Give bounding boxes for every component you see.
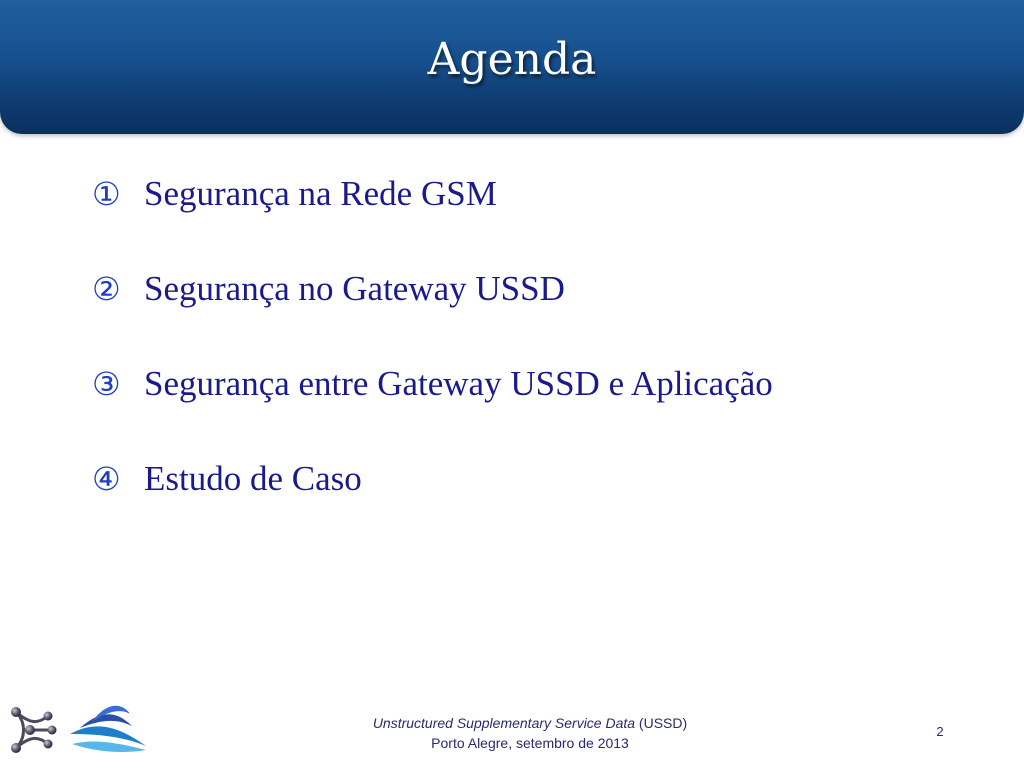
wave-logo-icon bbox=[66, 700, 148, 756]
agenda-list bbox=[92, 168, 773, 548]
footer-line-1 bbox=[280, 713, 780, 733]
footer-title-italic: Unstructured Supplementary Service Data bbox=[372, 715, 636, 731]
agenda-item-number: ④ bbox=[92, 460, 121, 498]
footer-title-suffix: (USSD) bbox=[635, 715, 688, 731]
network-logo-icon bbox=[6, 702, 60, 758]
agenda-item bbox=[92, 263, 773, 315]
slide-title: Agenda bbox=[427, 34, 597, 85]
page-number: 2 bbox=[936, 724, 944, 739]
title-bar bbox=[0, 0, 1024, 134]
agenda-item-text: Segurança entre Gateway USSD e Aplicação bbox=[144, 364, 773, 403]
agenda-item-text: Segurança no Gateway USSD bbox=[144, 269, 565, 308]
footer-logos bbox=[6, 700, 156, 760]
footer-text bbox=[280, 713, 780, 753]
agenda-item bbox=[92, 358, 773, 410]
agenda-item-number: ① bbox=[92, 175, 121, 213]
agenda-item-text: Segurança na Rede GSM bbox=[144, 174, 497, 213]
agenda-item-number: ② bbox=[92, 270, 121, 308]
footer-line-2: Porto Alegre, setembro de 2013 bbox=[431, 735, 629, 751]
agenda-item-number: ③ bbox=[92, 365, 121, 403]
agenda-item bbox=[92, 168, 773, 220]
agenda-item-text: Estudo de Caso bbox=[144, 459, 362, 498]
agenda-item bbox=[92, 453, 773, 505]
